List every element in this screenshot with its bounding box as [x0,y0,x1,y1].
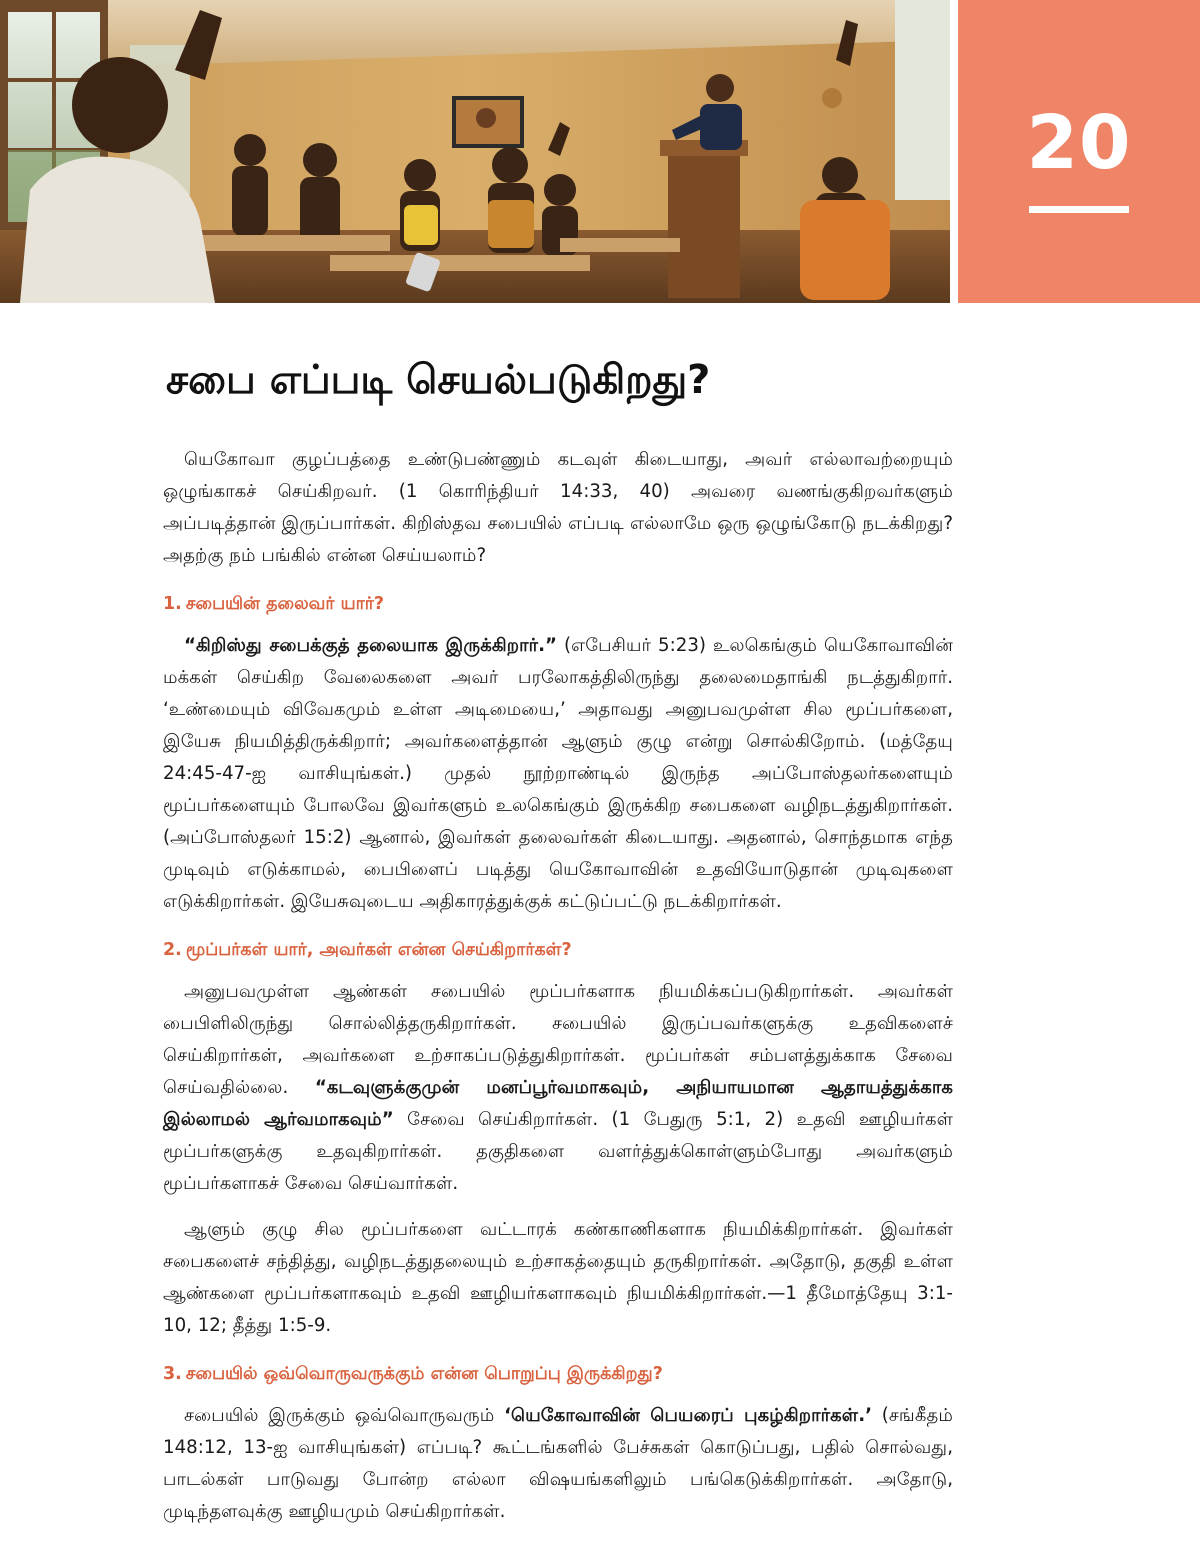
paragraph-text: (எபேசியர் 5:23) உலகெங்கும் யெகோவாவின் மக்கள் செய்கிற வேலைகளை அவர் பரலோகத்திலிருந்து தலைமைதாங்கி நடத்துகிறார். ‘உண்மையும் விவேகமும் உள்ள அடிமையை,’ அதாவது அனுபவமுள்ள சில மூப்பர்களை, இயேசு நியமித்திருக்கிறார்; அவர்களைத்தான் ஆளும் குழு என்று சொல்கிறோம். (மத்தேயு 24:45-47-ஐ வாசியுங்கள்.) முதல் நூற்றாண்டில் இருந்த அப்போஸ்தலர்களையும் மூப்பர்களையும் போலவே இவர்களும் உலகெங்கும் இருக்கிற சபைகளை வழிநடத்துகிறார்கள். (அப்போஸ்தலர் 15:2) ஆனால், இவர்கள் தலைவர்கள் கிடையாது. அதனால், சொந்தமாக எந்த முடிவும் எடுக்காமல், பைபிளைப் படித்து யெகோவாவின் உதவியோடுதான் முடிவுகளை எடுக்கிறார்கள். இயேசுவுடைய அதிகாரத்துக்குக் கட்டுப்பட்டு நடக்கிறார்கள். [163,635,954,912]
quote-bold: “கிறிஸ்து சபைக்குத் தலையாக இருக்கிறார்.” [184,635,557,656]
paragraph-text: சேவை செய்கிறார்கள். (1 பேதுரு 5:1, 2) உதவி ஊழியர்கள் மூப்பர்களுக்கு உதவுகிறார்கள். தகுதிகளை வளர்த்துக்கொள்ளும்போது அவர்களும் மூப்பர்களாகச் சேவை செய்வார்கள். [163,1109,953,1194]
badge-underline [1029,206,1129,213]
lesson-number: 20 [1026,100,1132,186]
page-title: சபை எப்படி செயல்படுகிறது? [166,357,711,403]
question-heading-3 [163,1360,953,1388]
congregation-meeting-illustration [0,0,950,303]
question-number: 3. [163,1364,182,1384]
section-3-paragraph [163,1400,953,1528]
section-2-paragraph-1 [163,976,953,1200]
paragraph-text: சபையில் இருக்கும் ஒவ்வொருவரும் [184,1405,505,1426]
question-heading-2 [163,936,953,964]
question-text: சபையில் ஒவ்வொருவருக்கும் என்ன பொறுப்பு இருக்கிறது? [185,1364,663,1384]
section-2-paragraph-2: ஆளும் குழு சில மூப்பர்களை வட்டாரக் கண்காணிகளாக நியமிக்கிறார்கள். இவர்கள் சபைகளைச் சந்தித்து, வழிநடத்துதலையும் உற்சாகத்தையும் தருகிறார்கள். அதோடு, தகுதி உள்ள ஆண்களை மூப்பர்களாகவும் உதவி ஊழியர்களாகவும் நியமிக்கிறார்கள்.—1 தீமோத்தேயு 3:1-10, 12; தீத்து 1:5-9. [163,1219,953,1336]
question-number: 1. [163,594,182,614]
section-1-paragraph [163,630,953,918]
quote-bold: “கடவுளுக்குமுன் மனப்பூர்வமாகவும், அநியாயமான ஆதாயத்துக்காக இல்லாமல் ஆர்வமாகவும்” [163,1077,953,1130]
article-body [163,444,953,1528]
intro-paragraph: யெகோவா குழப்பத்தை உண்டுபண்ணும் கடவுள் கிடையாது, அவர் எல்லாவற்றையும் ஒழுங்காகச் செய்கிறவர். (1 கொரிந்தியர் 14:33, 40) அவரை வணங்குகிறவர்களும் அப்படித்தான் இருப்பார்கள். கிறிஸ்தவ சபையில் எப்படி எல்லாமே ஒரு ஒழுங்கோடு நடக்கிறது? அதற்கு நம் பங்கில் என்ன செய்யலாம்? [163,449,953,566]
quote-bold: ‘யெகோவாவின் பெயரைப் புகழ்கிறார்கள்.’ [504,1405,873,1426]
lesson-number-badge [958,0,1200,303]
question-text: மூப்பர்கள் யார், அவர்கள் என்ன செய்கிறார்கள்? [185,940,572,960]
paragraph-text: (சங்கீதம் 148:12, 13-ஐ வாசியுங்கள்) எப்படி? கூட்டங்களில் பேச்சுகள் கொடுப்பது, பதில் சொல்வது, பாடல்கள் பாடுவது போன்ற எல்லா விஷயங்களிலும் பங்கெடுக்கிறார்கள். அதோடு, முடிந்தளவுக்கு ஊழியமும் செய்கிறார்கள். [163,1405,953,1522]
question-number: 2. [163,940,182,960]
question-text: சபையின் தலைவர் யார்? [185,594,385,614]
question-heading-1 [163,590,953,618]
hero-photo [0,0,950,303]
paragraph-text: அனுபவமுள்ள ஆண்கள் சபையில் மூப்பர்களாக நியமிக்கப்படுகிறார்கள். அவர்கள் பைபிளிலிருந்து சொல்லித்தருகிறார்கள். சபையில் இருப்பவர்களுக்கு உதவிகளைச் செய்கிறார்கள், அவர்களை உற்சாகப்படுத்துகிறார்கள். மூப்பர்கள் சம்பளத்துக்காக சேவை செய்வதில்லை. [163,981,953,1098]
